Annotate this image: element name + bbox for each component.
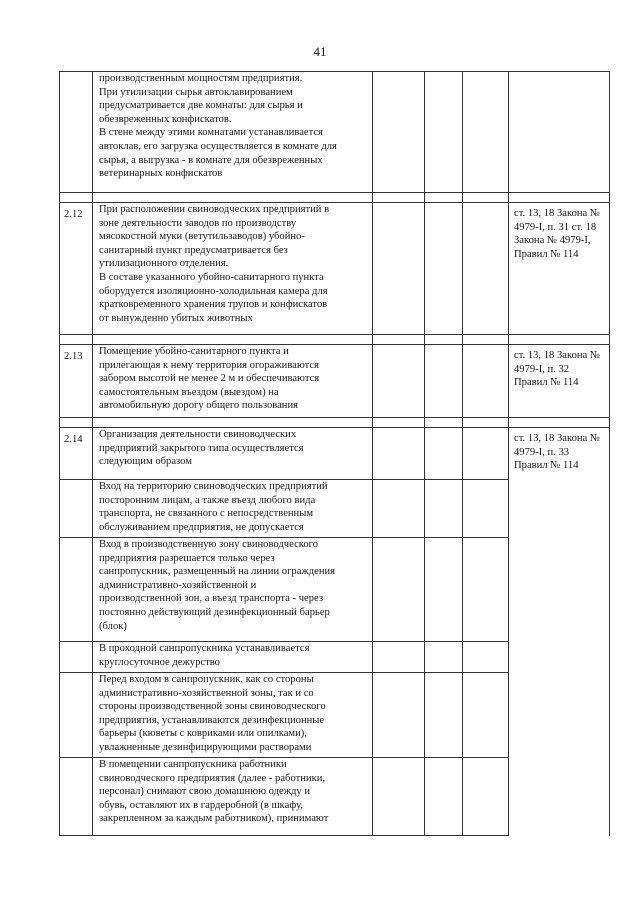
answer-no-cell[interactable]: [425, 642, 463, 673]
text-line: от вынужденно убитых животных: [99, 312, 253, 324]
text-line: закрепленном за каждым работником), принимают: [99, 813, 329, 825]
answer-na-cell[interactable]: [463, 642, 509, 673]
answer-no-cell[interactable]: [425, 480, 463, 538]
answer-yes-cell[interactable]: [373, 758, 425, 836]
text-line: предусматривается две комнаты: для сырья и: [99, 100, 303, 112]
reference-line: 4979-I, п. 33: [514, 446, 570, 458]
text-line: предприятия, устанавливаются дезинфекционные: [99, 714, 325, 726]
row-number: [60, 72, 93, 193]
text-line: Организация деятельности свиноводческих: [99, 429, 297, 440]
text-line: административно-хозяйственной и: [99, 579, 257, 591]
answer-na-cell[interactable]: [463, 345, 509, 418]
row-number: [60, 673, 93, 758]
text-line: увлажненные дезинфицирующими растворами: [99, 741, 312, 753]
text-line: предприятий закрытого типа осуществляется: [99, 442, 304, 454]
table-row: [60, 203, 610, 335]
answer-na-cell[interactable]: [463, 758, 509, 836]
legal-reference: [509, 428, 610, 480]
text-line: производственным мощностям предприятия.: [99, 73, 303, 84]
text-line: самостоятельным въездом (выездом) на: [99, 386, 279, 398]
text-line: зоне деятельности заводов по производству: [99, 217, 297, 229]
text-line: барьеры (кюветы с ковриками или опилками),: [99, 728, 307, 740]
requirement-text: [93, 642, 373, 673]
row-number: [60, 480, 93, 538]
row-number: [60, 538, 93, 642]
reference-line: ст. 13, 18 Закона №: [514, 350, 601, 361]
answer-na-cell[interactable]: [463, 673, 509, 758]
text-line: посторонним лицам, а также въезд любого вида: [99, 494, 316, 506]
answer-no-cell[interactable]: [425, 345, 463, 418]
answer-no-cell[interactable]: [425, 538, 463, 642]
table-row: [60, 673, 610, 758]
answer-yes-cell[interactable]: [373, 428, 425, 480]
text-line: Вход в производственную зону свиноводческого: [99, 539, 319, 550]
text-line: транспорта, не связанного с непосредственным: [99, 508, 314, 520]
text-line: (блок): [99, 620, 127, 632]
requirement-text: [93, 480, 373, 538]
answer-na-cell[interactable]: [463, 428, 509, 480]
text-line: оборудуется изоляционно-холодильная камера для: [99, 285, 328, 297]
text-line: утилизационного отделения.: [99, 258, 229, 270]
text-line: стороны производственной зоны свиноводческого: [99, 701, 326, 713]
text-line: сырья, а выгрузка - в комнате для обезвреженных: [99, 154, 323, 166]
text-line: мясокостной муки (ветутильзаводов) убойно-: [99, 231, 305, 243]
text-line: забором высотой не менее 2 м и обеспечиваются: [99, 373, 320, 385]
legal-reference: [509, 758, 610, 836]
legal-reference: [509, 72, 610, 193]
table-row: [60, 642, 610, 673]
text-line: обезвреженных конфискатов.: [99, 113, 232, 125]
answer-yes-cell[interactable]: [373, 673, 425, 758]
text-line: персонал) снимают свою домашнюю одежду и: [99, 786, 311, 798]
legal-reference: [509, 203, 610, 335]
answer-na-cell[interactable]: [463, 203, 509, 335]
table-row: [60, 480, 610, 538]
legal-reference: [509, 642, 610, 673]
text-line: административно-хозяйственной зоны, так и со: [99, 687, 314, 699]
legal-reference: [509, 673, 610, 758]
answer-no-cell[interactable]: [425, 203, 463, 335]
requirement-text: [93, 758, 373, 836]
text-line: В помещении санпропускника работники: [99, 759, 287, 770]
answer-yes-cell[interactable]: [373, 345, 425, 418]
text-line: производственной зон, а въезд транспорта - через: [99, 593, 324, 605]
text-line: предприятия разрешается только через: [99, 552, 275, 564]
text-line: санитарный пункт предусматривается без: [99, 244, 288, 256]
text-line: кратковременного хранения трупов и конфискатов: [99, 299, 328, 311]
legal-reference: [509, 345, 610, 418]
table-row: [60, 72, 610, 193]
answer-yes-cell[interactable]: [373, 480, 425, 538]
text-line: обслуживанием предприятия, не допускается: [99, 521, 304, 533]
text-line: санпропускник, размещенный на линии ограждения: [99, 566, 336, 578]
answer-no-cell[interactable]: [425, 758, 463, 836]
text-line: прилегающая к нему территория огораживаются: [99, 359, 319, 371]
answer-no-cell[interactable]: [425, 428, 463, 480]
row-spacer: [60, 193, 610, 203]
reference-line: Правил № 114: [514, 460, 579, 472]
requirement-text: [93, 72, 373, 193]
text-line: Перед входом в санпропускник, как со стороны: [99, 674, 314, 685]
legal-reference: [509, 480, 610, 538]
reference-line: Правил № 114: [514, 248, 579, 260]
table-row: [60, 758, 610, 836]
reference-line: Закона № 4979-I,: [514, 235, 591, 247]
requirement-text: [93, 673, 373, 758]
row-number: [60, 758, 93, 836]
reference-line: 4979-I, п. 32: [514, 363, 570, 375]
reference-line: ст. 13, 18 Закона №: [514, 433, 601, 444]
table-row: [60, 428, 610, 480]
text-line: автоклав, его загрузка осуществляется в комнате для: [99, 140, 337, 152]
row-spacer: [60, 418, 610, 428]
answer-yes-cell[interactable]: [373, 72, 425, 193]
table-row: [60, 538, 610, 642]
text-line: постоянно действующий дезинфекционный барьер: [99, 606, 330, 618]
answer-na-cell[interactable]: [463, 538, 509, 642]
text-line: Вход на территорию свиноводческих предприятий: [99, 481, 328, 492]
requirement-text: [93, 203, 373, 335]
text-line: круглосуточное дежурство: [99, 656, 220, 668]
text-line: При утилизации сырья автоклавированием: [99, 86, 293, 98]
reference-line: 4979-I, п. 31 ст. 18: [514, 221, 597, 233]
row-number: 2.12: [60, 203, 93, 335]
table-row: [60, 345, 610, 418]
answer-yes-cell[interactable]: [373, 538, 425, 642]
text-line: В составе указанного убойно-санитарного пункта: [99, 271, 324, 283]
text-line: следующим образом: [99, 456, 192, 468]
text-line: свиноводческого предприятия (далее - работники,: [99, 772, 326, 784]
text-line: В стене между этими комнатами устанавливается: [99, 127, 323, 139]
row-number: 2.14: [60, 428, 93, 480]
page-number: 41: [313, 44, 327, 59]
legal-reference: [509, 538, 610, 642]
reference-line: Правил № 114: [514, 377, 579, 389]
text-line: При расположении свиноводческих предприятий в: [99, 204, 330, 215]
answer-no-cell[interactable]: [425, 72, 463, 193]
answer-na-cell[interactable]: [463, 480, 509, 538]
row-spacer: [60, 335, 610, 345]
text-line: обувь, оставляют их в гардеробной (в шкафу,: [99, 799, 303, 811]
text-line: ветеринарных конфискатов: [99, 168, 223, 180]
text-line: Помещение убойно-санитарного пункта и: [99, 346, 289, 357]
requirement-text: [93, 345, 373, 418]
requirement-text: [93, 538, 373, 642]
answer-yes-cell[interactable]: [373, 203, 425, 335]
row-number: 2.13: [60, 345, 93, 418]
reference-line: ст. 13, 18 Закона №: [514, 208, 601, 219]
answer-no-cell[interactable]: [425, 673, 463, 758]
answer-na-cell[interactable]: [463, 72, 509, 193]
row-number: [60, 642, 93, 673]
requirements-table: [59, 71, 610, 836]
text-line: автомобильную дорогу общего пользования: [99, 400, 299, 412]
answer-yes-cell[interactable]: [373, 642, 425, 673]
requirement-text: [93, 428, 373, 480]
text-line: В проходной санпропускника устанавливается: [99, 643, 310, 654]
